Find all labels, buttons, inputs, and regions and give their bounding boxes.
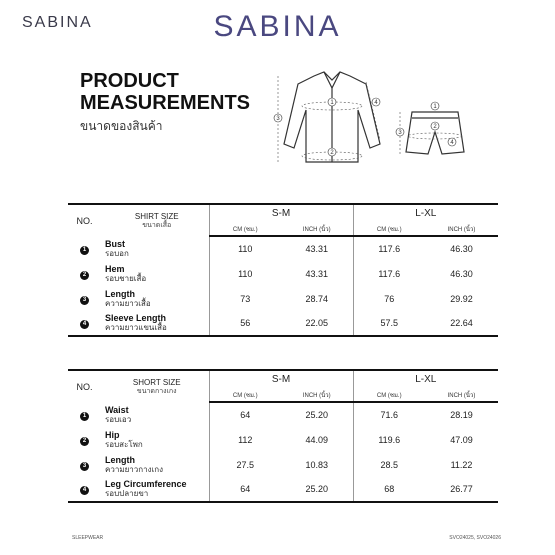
page-title [80,70,250,114]
value-cell: 119.6 [353,427,425,452]
item-name: Bust [105,238,125,249]
item-name-th: รอบชายเสื้อ [105,273,147,283]
value-cell: 28.5 [353,452,425,477]
value-cell: 11.22 [450,459,473,470]
value-cell: 22.64 [425,311,498,336]
marker-7: 2 [433,124,437,130]
unit-cm: CM (ซม.) [353,388,425,402]
value-cell: 112 [209,427,281,452]
value-cell: 25.20 [281,477,353,502]
title-line-2: MEASUREMENTS [80,92,251,114]
unit-inch: INCH (นิ้ว) [281,388,353,402]
short-no-header: NO. [68,370,101,402]
value-cell: 76 [353,286,425,311]
short-size-sm: S-M [209,370,353,388]
value-cell: 22.05 [281,311,353,336]
value-cell: 47.09 [450,434,473,445]
item-name: Sleeve Length [105,313,167,323]
value-cell: 43.31 [305,244,329,254]
short-size-header [101,370,209,402]
value-cell: 68 [353,477,425,502]
table-row [68,402,498,427]
value-cell: 25.20 [305,410,329,420]
value-cell: 43.31 [305,268,329,279]
item-name: Leg Circumference [105,479,187,489]
value-cell: 117.6 [353,261,425,286]
table-row [68,452,498,477]
value-cell: 44.09 [305,434,329,445]
value-cell: 110 [209,236,281,261]
shirt-size-label-th: ขนาดเสื้อ [142,221,172,229]
item-name: Length [105,454,135,465]
row-number-badge: 2 [80,437,89,446]
short-header-row [68,370,498,388]
value-cell: 110 [209,261,281,286]
table-row [68,286,498,311]
table-row [68,477,498,502]
unit-inch: INCH (นิ้ว) [281,222,353,236]
value-cell: 64 [209,477,281,502]
short-size-table [68,369,498,503]
value-cell: 27.5 [209,452,281,477]
item-name: Hip [105,429,120,440]
table-row [68,427,498,452]
row-number-badge: 2 [80,271,89,280]
value-cell: 26.77 [425,477,498,502]
table-row [68,236,498,261]
row-number-badge: 3 [80,296,89,305]
unit-cm: CM (ซม.) [209,222,281,236]
shorts-drawing [406,112,464,154]
value-cell: 56 [209,311,281,336]
shirt-size-sm: S-M [209,204,353,222]
value-cell: 57.5 [353,311,425,336]
marker-3: 2 [330,150,334,156]
unit-cm: CM (ซม.) [353,222,425,236]
value-cell: 28.19 [450,410,473,420]
item-name-th: รอบสะโพก [105,439,143,449]
value-cell: 46.30 [450,268,473,279]
item-name: Length [105,288,135,299]
shirt-size-table [68,203,498,337]
value-cell: 64 [209,402,281,427]
table-row [68,261,498,286]
table-row [68,311,498,336]
brand-logo-small: SABINA [22,14,93,31]
unit-cm: CM (ซม.) [209,388,281,402]
item-name: Hem [105,263,125,274]
garment-illustration [262,66,482,176]
item-name: Waist [105,404,129,415]
marker-4: 4 [374,100,378,106]
title-line-1: PRODUCT [80,70,179,92]
item-name-th: ความยาวกางเกง [105,464,164,474]
marker-5: 3 [398,130,402,136]
value-cell: 73 [209,286,281,311]
value-cell: 46.30 [450,244,473,254]
item-name-th: ความยาวเสื้อ [105,298,151,308]
item-name-th: รอบอก [105,248,129,258]
shirt-size-label: SHIRT SIZE [134,211,179,221]
value-cell: 28.74 [305,293,329,304]
short-size-label: SHORT SIZE [132,377,181,387]
value-cell: 71.6 [353,402,425,427]
brand-logo-large: SABINA [213,10,342,43]
item-name-th: รอบปลายขา [105,489,149,498]
value-cell: 10.83 [305,459,329,470]
marker-8: 4 [450,140,454,146]
footer-category: SLEEPWEAR [72,535,104,541]
shirt-no-header: NO. [68,204,101,236]
value-cell: 117.6 [353,236,425,261]
shirt-size-header [101,204,209,236]
page-subtitle: ขนาดของสินค้า [80,119,163,133]
value-cell: 29.92 [450,293,473,304]
row-number-badge: 1 [80,412,89,421]
item-name-th: ความยาวแขนเสื้อ [105,323,167,332]
marker-6: 1 [433,104,437,110]
row-number-badge: 1 [80,246,89,255]
short-size-label-th: ขนาดกางเกง [136,387,177,395]
footer-sku: SVO24025, SVO24026 [449,535,501,541]
row-number-badge: 3 [80,462,89,471]
unit-inch: INCH (นิ้ว) [425,388,498,402]
row-number-badge: 4 [80,320,89,329]
item-name-th: รอบเอว [105,414,132,424]
unit-inch: INCH (นิ้ว) [425,222,498,236]
shirt-header-row [68,204,498,222]
marker-1: 3 [276,116,280,122]
shirt-size-lxl: L-XL [353,204,498,222]
short-size-lxl: L-XL [353,370,498,388]
marker-2: 1 [330,100,334,106]
row-number-badge: 4 [80,486,89,495]
